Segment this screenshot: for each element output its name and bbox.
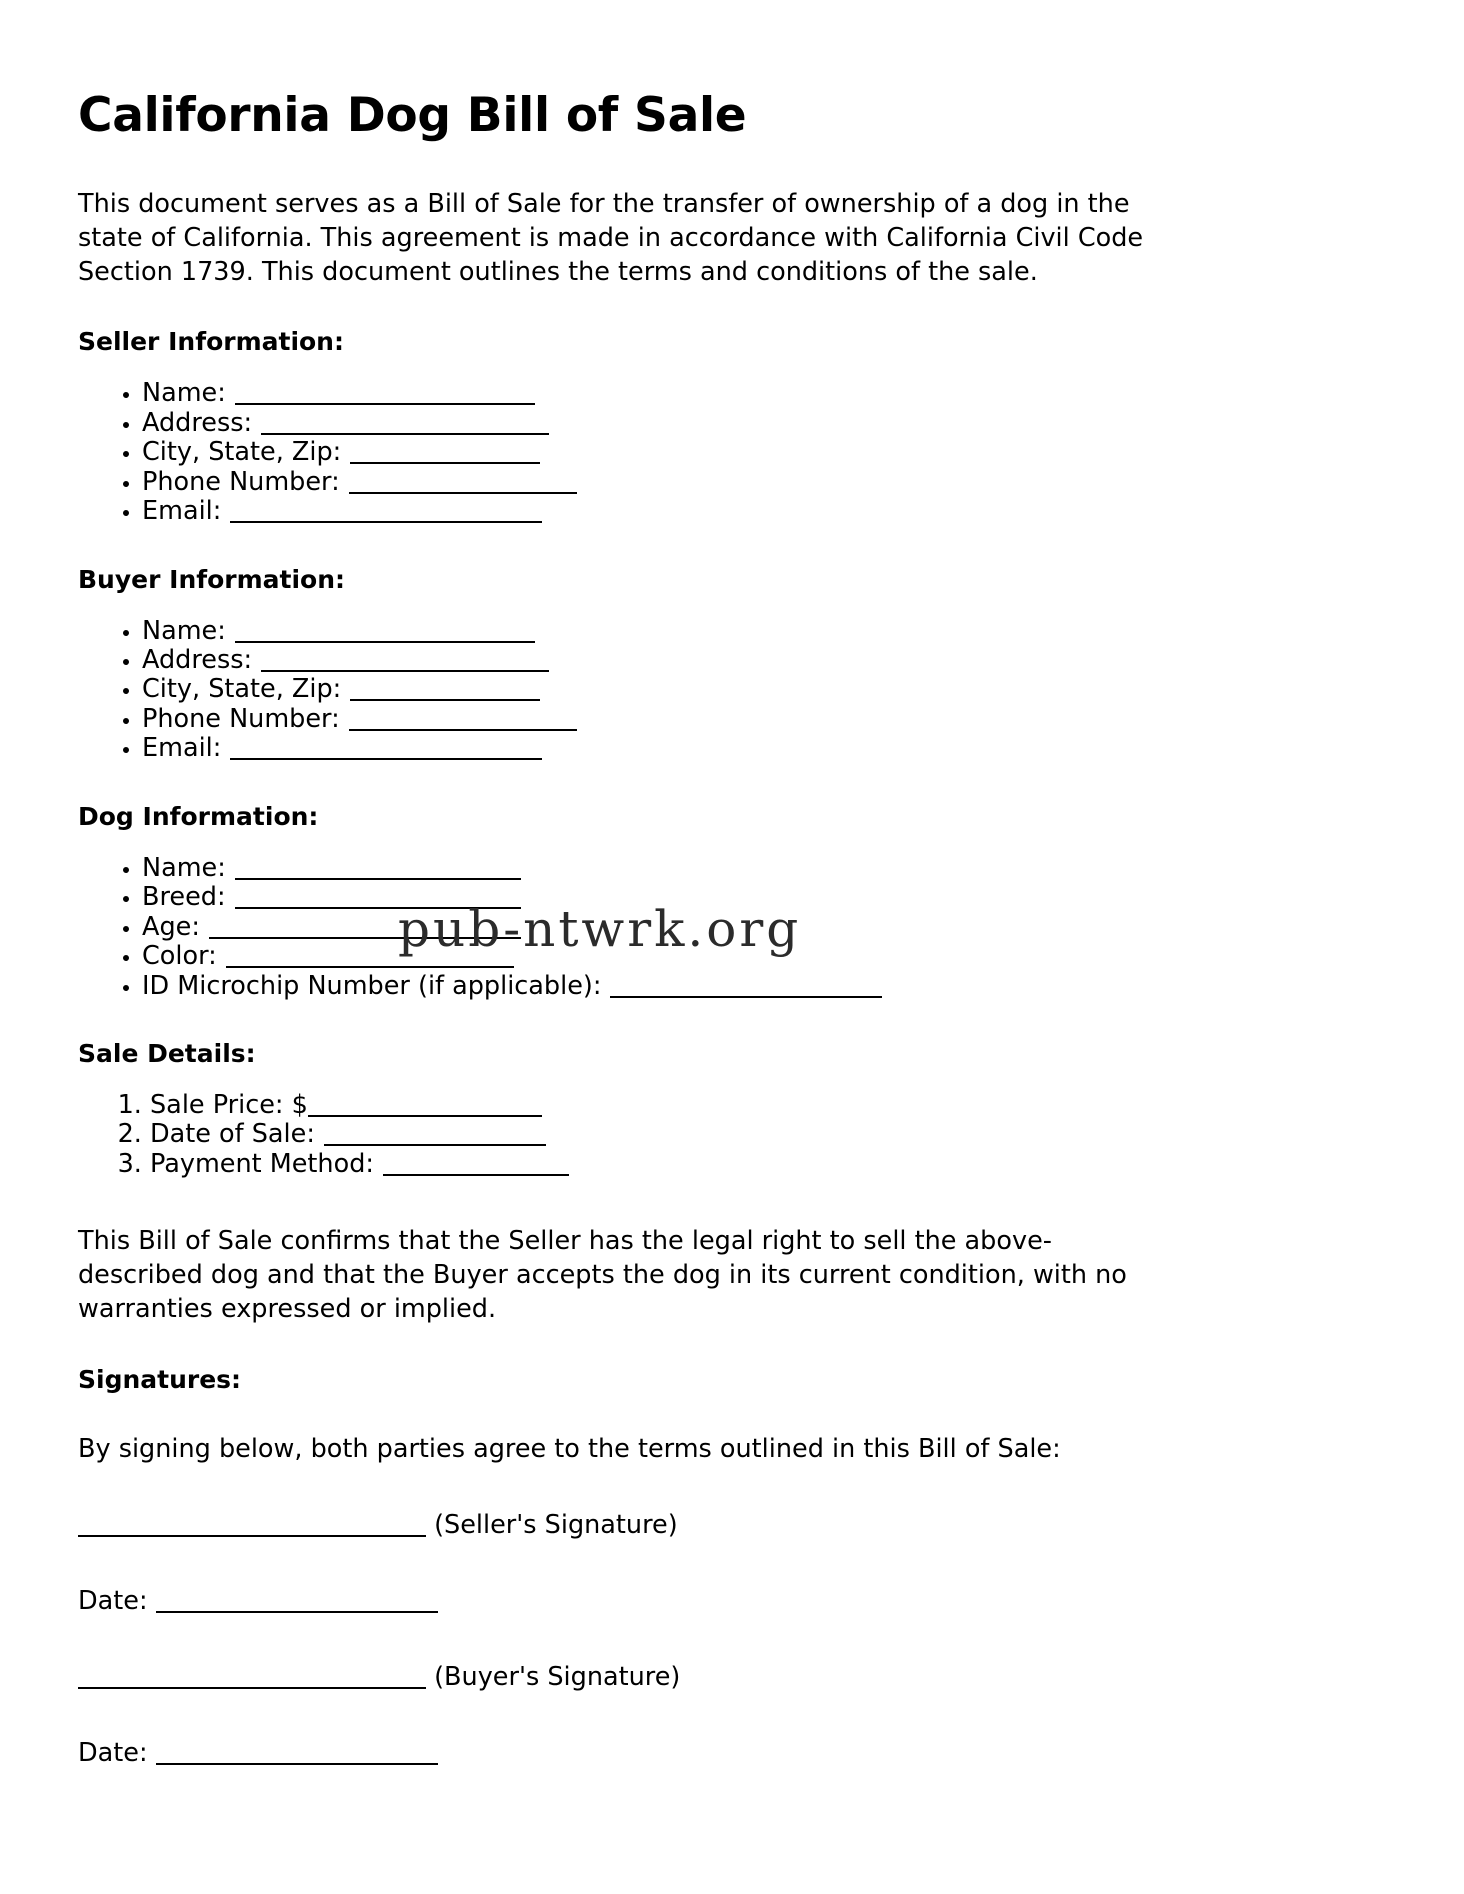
dog-field-row <box>142 883 1388 912</box>
sale-detail-field-row <box>150 1091 1388 1120</box>
seller-field-label: Phone Number: <box>142 466 340 497</box>
sale-details-list <box>78 1091 1388 1179</box>
watermark: pub-ntwrk.org <box>398 900 802 958</box>
buyer-information-heading: Buyer Information: <box>78 564 346 594</box>
signature-blank-line[interactable] <box>78 1669 426 1689</box>
buyer-field-label: Email: <box>142 733 222 764</box>
buyer-field-blank[interactable] <box>230 740 542 760</box>
seller-field-row <box>142 438 1388 467</box>
signature-blank-line[interactable] <box>156 1593 438 1613</box>
sale-detail-field-label: Payment Method: <box>150 1148 374 1179</box>
seller-field-blank[interactable] <box>230 503 542 523</box>
dog-field-label: Age: <box>142 911 200 942</box>
dog-field-label: Color: <box>142 941 217 972</box>
sale-detail-field-row <box>150 1150 1388 1179</box>
dog-field-row <box>142 913 1388 942</box>
signature-date-label: Date: <box>78 1737 156 1768</box>
signature-row <box>78 1585 1388 1619</box>
buyer-fields-list <box>78 617 1388 764</box>
signature-row <box>78 1509 1388 1543</box>
seller-field-row <box>142 468 1388 497</box>
seller-field-row <box>142 379 1388 408</box>
sale-details-heading: Sale Details: <box>78 1038 256 1068</box>
seller-field-blank[interactable] <box>261 415 549 435</box>
dog-field-blank[interactable] <box>235 860 521 880</box>
signatures-intro: By signing below, both parties agree to the terms outlined in this Bill of Sale: <box>78 1434 1061 1464</box>
signature-blank-line[interactable] <box>156 1745 438 1765</box>
dog-fields-list <box>78 854 1388 1001</box>
seller-field-label: Address: <box>142 407 253 438</box>
seller-field-blank[interactable] <box>350 444 540 464</box>
buyer-field-row <box>142 675 1388 704</box>
seller-field-row <box>142 409 1388 438</box>
dog-field-blank[interactable] <box>209 919 521 939</box>
buyer-field-row <box>142 617 1388 646</box>
buyer-field-row <box>142 705 1388 734</box>
sale-detail-field-blank[interactable] <box>324 1126 546 1146</box>
dog-field-row <box>142 972 1388 1001</box>
buyer-field-label: City, State, Zip: <box>142 674 342 705</box>
dog-field-blank[interactable] <box>235 889 521 909</box>
dog-information-heading: Dog Information: <box>78 801 319 831</box>
intro-paragraph: This document serves as a Bill of Sale for the transfer of ownership of a dog in the state of California. This agreement is made in accordance with California Civil Code Section 1739. This document outlines the terms and conditions of the sale. <box>78 188 1144 287</box>
confirmation-paragraph: This Bill of Sale confirms that the Seller has the legal right to sell the above-described dog and that the Buyer accepts the dog in its current condition, with no warranties expressed or implied. <box>78 1226 1127 1325</box>
buyer-field-row <box>142 734 1388 763</box>
seller-field-row <box>142 497 1388 526</box>
seller-field-label: Email: <box>142 496 222 527</box>
sale-detail-field-label: Sale Price: $ <box>150 1089 308 1120</box>
page-title: California Dog Bill of Sale <box>78 88 747 143</box>
buyer-field-row <box>142 646 1388 675</box>
dog-field-row <box>142 942 1388 971</box>
signature-lines-group <box>78 1509 1388 1771</box>
sale-detail-field-row <box>150 1120 1388 1149</box>
seller-field-label: Name: <box>142 378 226 409</box>
seller-field-blank[interactable] <box>349 474 577 494</box>
dog-field-label: Breed: <box>142 882 226 913</box>
buyer-field-blank[interactable] <box>261 652 549 672</box>
signature-row <box>78 1737 1388 1771</box>
dog-field-blank[interactable] <box>226 948 514 968</box>
seller-field-blank[interactable] <box>235 385 535 405</box>
dog-field-label: ID Microchip Number (if applicable): <box>142 970 602 1001</box>
seller-information-heading: Seller Information: <box>78 327 344 357</box>
seller-fields-list <box>78 379 1388 526</box>
seller-field-label: City, State, Zip: <box>142 437 342 468</box>
signature-row <box>78 1661 1388 1695</box>
sale-detail-field-blank[interactable] <box>308 1097 542 1117</box>
buyer-field-label: Address: <box>142 645 253 676</box>
dog-field-label: Name: <box>142 852 226 883</box>
buyer-field-blank[interactable] <box>350 681 540 701</box>
dog-field-row <box>142 854 1388 883</box>
sale-detail-field-label: Date of Sale: <box>150 1119 315 1150</box>
signatures-heading: Signatures: <box>78 1365 242 1394</box>
signature-caption: (Seller's Signature) <box>426 1509 678 1540</box>
dog-field-blank[interactable] <box>610 978 882 998</box>
sale-detail-field-blank[interactable] <box>383 1156 569 1176</box>
signature-caption: (Buyer's Signature) <box>426 1661 681 1692</box>
buyer-field-label: Phone Number: <box>142 703 340 734</box>
buyer-field-blank[interactable] <box>235 623 535 643</box>
buyer-field-blank[interactable] <box>349 711 577 731</box>
signature-date-label: Date: <box>78 1585 156 1616</box>
buyer-field-label: Name: <box>142 615 226 646</box>
signature-blank-line[interactable] <box>78 1517 426 1537</box>
